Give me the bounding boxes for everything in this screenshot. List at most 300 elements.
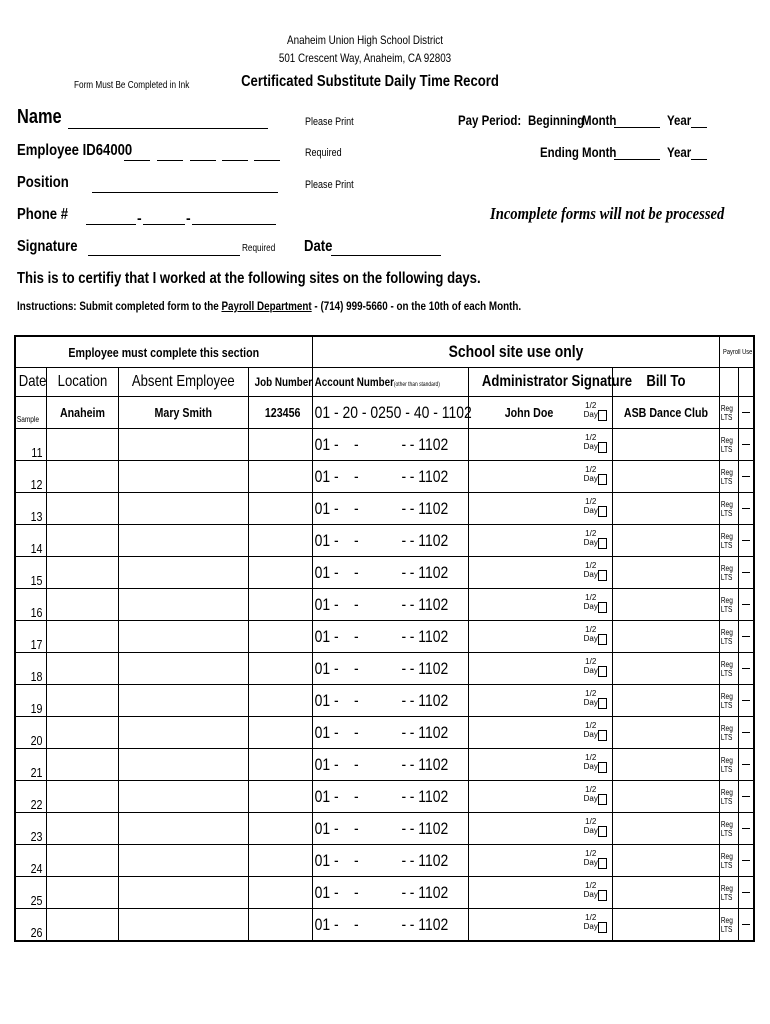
day-job-cell[interactable] <box>248 429 312 461</box>
day-location-cell[interactable] <box>47 621 119 653</box>
account-suffix: - 1102 <box>409 755 448 774</box>
account-prefix: 01 - <box>314 883 339 902</box>
reg-label: Reg <box>720 563 733 573</box>
day-admin-cell[interactable] <box>468 589 612 621</box>
day-admin-cell[interactable] <box>468 685 612 717</box>
day-row <box>15 781 754 813</box>
day-absent-cell[interactable] <box>119 621 249 653</box>
beginning-label: Beginning <box>528 112 585 128</box>
signature-hint: Required <box>242 243 276 254</box>
sample-half-day-checkbox[interactable] <box>598 410 607 421</box>
col-account-note: (other than standard) <box>393 382 440 388</box>
day-date-cell <box>15 621 47 653</box>
ending-label: Ending <box>540 144 579 160</box>
day-label: Day <box>583 602 598 611</box>
half-day-checkbox[interactable] <box>598 826 607 837</box>
lts-label: LTS <box>720 412 732 422</box>
account-prefix: 01 - <box>314 691 339 710</box>
day-reglts-cell <box>719 717 739 749</box>
day-absent-cell[interactable] <box>119 525 249 557</box>
half-day-checkbox[interactable] <box>598 538 607 549</box>
day-date-cell <box>15 557 47 589</box>
account-dash-2: - <box>401 531 406 550</box>
day-bill-cell[interactable] <box>612 493 719 525</box>
day-bill-cell[interactable] <box>612 845 719 877</box>
account-dash-1: - <box>353 851 359 870</box>
employee-id-field-1[interactable] <box>124 160 150 161</box>
day-absent-cell[interactable] <box>119 557 249 589</box>
day-reglts-cell <box>719 749 739 781</box>
day-job-cell[interactable] <box>248 589 312 621</box>
day-payroll-dash-cell <box>739 749 754 781</box>
day-label: Day <box>583 826 598 835</box>
reg-label: Reg <box>720 659 733 669</box>
half-label: 1/2 <box>585 433 597 442</box>
payroll-dash <box>742 508 750 509</box>
day-absent-cell[interactable] <box>119 909 249 942</box>
half-label: 1/2 <box>585 497 597 506</box>
day-account-cell[interactable] <box>312 653 468 685</box>
day-bill-cell[interactable] <box>612 717 719 749</box>
day-absent-cell[interactable] <box>119 653 249 685</box>
half-day-checkbox[interactable] <box>598 442 607 453</box>
date-label: Date <box>304 238 333 255</box>
day-account-cell[interactable] <box>312 749 468 781</box>
day-number: 16 <box>30 605 43 620</box>
day-reglts-cell <box>719 653 739 685</box>
account-suffix: - 1102 <box>409 435 448 454</box>
day-location-cell[interactable] <box>47 909 119 942</box>
day-payroll-dash-cell <box>739 493 754 525</box>
day-location-cell[interactable] <box>47 493 119 525</box>
day-account-cell[interactable] <box>312 589 468 621</box>
day-admin-cell[interactable] <box>468 557 612 589</box>
payroll-dash <box>742 668 750 669</box>
day-bill-cell[interactable] <box>612 429 719 461</box>
day-reglts-cell <box>719 685 739 717</box>
sample-bill: ASB Dance Club <box>623 405 708 420</box>
day-row <box>15 749 754 781</box>
day-row <box>15 845 754 877</box>
half-label: 1/2 <box>585 913 597 922</box>
day-admin-cell[interactable] <box>468 845 612 877</box>
day-label: Day <box>583 634 598 643</box>
day-account-cell[interactable] <box>312 557 468 589</box>
day-payroll-dash-cell <box>739 717 754 749</box>
account-suffix: - 1102 <box>409 467 448 486</box>
day-date-cell <box>15 525 47 557</box>
day-payroll-dash-cell <box>739 429 754 461</box>
account-dash-2: - <box>401 563 406 582</box>
day-account-cell[interactable] <box>312 781 468 813</box>
account-prefix: 01 - <box>314 467 339 486</box>
day-account-cell[interactable] <box>312 877 468 909</box>
reg-label: Reg <box>720 851 733 861</box>
sample-account: 01 - 20 - 0250 - 40 - 1102 <box>314 402 472 422</box>
payroll-dash <box>742 732 750 733</box>
day-location-cell[interactable] <box>47 557 119 589</box>
account-dash-2: - <box>401 883 406 902</box>
day-date-cell <box>15 429 47 461</box>
day-label: Day <box>583 538 598 547</box>
half-day-checkbox[interactable] <box>598 570 607 581</box>
day-bill-cell[interactable] <box>612 749 719 781</box>
day-label: Day <box>583 890 598 899</box>
day-bill-cell[interactable] <box>612 589 719 621</box>
school-section-label: School site use only <box>448 342 583 361</box>
day-location-cell[interactable] <box>47 429 119 461</box>
payroll-dash <box>742 540 750 541</box>
sample-location: Anaheim <box>60 405 106 420</box>
day-bill-cell[interactable] <box>612 813 719 845</box>
half-day-checkbox[interactable] <box>598 474 607 485</box>
day-payroll-dash-cell <box>739 781 754 813</box>
day-absent-cell[interactable] <box>119 493 249 525</box>
day-bill-cell[interactable] <box>612 525 719 557</box>
day-account-cell[interactable] <box>312 461 468 493</box>
sample-job: 123456 <box>264 405 301 420</box>
half-label: 1/2 <box>585 689 597 698</box>
day-admin-cell[interactable] <box>468 749 612 781</box>
col-admin-label: Administrator Signature <box>481 373 632 390</box>
account-prefix: 01 - <box>314 915 339 934</box>
school-section-header <box>312 336 719 368</box>
day-admin-cell[interactable] <box>468 493 612 525</box>
account-dash-2: - <box>401 691 406 710</box>
day-absent-cell[interactable] <box>119 749 249 781</box>
half-day-checkbox[interactable] <box>598 698 607 709</box>
day-absent-cell[interactable] <box>119 429 249 461</box>
day-job-cell[interactable] <box>248 781 312 813</box>
employee-id-field-5[interactable] <box>254 160 280 161</box>
day-bill-cell[interactable] <box>612 461 719 493</box>
lts-label: LTS <box>720 572 732 582</box>
district-address: 501 Crescent Way, Anaheim, CA 92803 <box>278 51 452 65</box>
day-reglts-cell <box>719 525 739 557</box>
reg-label: Reg <box>720 755 733 765</box>
day-label: Day <box>583 570 598 579</box>
account-prefix: 01 - <box>314 659 339 678</box>
day-absent-cell[interactable] <box>119 685 249 717</box>
day-label: Day <box>583 506 598 515</box>
day-date-cell <box>15 781 47 813</box>
day-row <box>15 557 754 589</box>
day-location-cell[interactable] <box>47 685 119 717</box>
account-dash-2: - <box>401 819 406 838</box>
day-date-cell <box>15 653 47 685</box>
day-job-cell[interactable] <box>248 493 312 525</box>
day-job-cell[interactable] <box>248 653 312 685</box>
account-prefix: 01 - <box>314 627 339 646</box>
day-bill-cell[interactable] <box>612 877 719 909</box>
day-account-cell[interactable] <box>312 813 468 845</box>
half-day-checkbox[interactable] <box>598 730 607 741</box>
day-label: Day <box>583 442 598 451</box>
day-number: 11 <box>31 445 43 460</box>
day-admin-cell[interactable] <box>468 813 612 845</box>
account-dash-1: - <box>353 467 359 486</box>
pay-period-label: Pay Period: <box>458 112 522 128</box>
sample-date-label: Sample <box>16 415 40 424</box>
day-payroll-dash-cell <box>739 589 754 621</box>
day-absent-cell[interactable] <box>119 781 249 813</box>
day-account-cell[interactable] <box>312 685 468 717</box>
day-location-cell[interactable] <box>47 845 119 877</box>
day-number: 18 <box>30 669 43 684</box>
day-admin-cell[interactable] <box>468 717 612 749</box>
day-account-cell[interactable] <box>312 429 468 461</box>
account-dash-1: - <box>353 883 359 902</box>
day-job-cell[interactable] <box>248 525 312 557</box>
day-job-cell[interactable] <box>248 461 312 493</box>
sample-absent-cell <box>119 397 249 429</box>
day-job-cell[interactable] <box>248 909 312 942</box>
account-prefix: 01 - <box>314 851 339 870</box>
half-day-checkbox[interactable] <box>598 602 607 613</box>
day-payroll-dash-cell <box>739 685 754 717</box>
day-absent-cell[interactable] <box>119 717 249 749</box>
day-bill-cell[interactable] <box>612 909 719 942</box>
half-label: 1/2 <box>585 753 597 762</box>
sample-reglts-cell <box>719 397 739 429</box>
day-job-cell[interactable] <box>248 717 312 749</box>
day-bill-cell[interactable] <box>612 685 719 717</box>
sample-job-cell <box>248 397 312 429</box>
account-dash-2: - <box>401 627 406 646</box>
day-number: 14 <box>30 541 43 556</box>
half-day-checkbox[interactable] <box>598 794 607 805</box>
account-suffix: - 1102 <box>409 595 448 614</box>
account-dash-1: - <box>353 819 359 838</box>
day-bill-cell[interactable] <box>612 653 719 685</box>
day-job-cell[interactable] <box>248 877 312 909</box>
half-day-checkbox[interactable] <box>598 666 607 677</box>
day-number: 26 <box>30 925 43 940</box>
instructions-suffix: - (714) 999-5660 - on the 10th of each Month. <box>311 299 522 313</box>
employee-id-field-4[interactable] <box>222 160 248 161</box>
day-job-cell[interactable] <box>248 557 312 589</box>
day-location-cell[interactable] <box>47 877 119 909</box>
payroll-dash <box>742 764 750 765</box>
account-dash-2: - <box>401 851 406 870</box>
account-dash-1: - <box>353 659 359 678</box>
day-rows <box>15 429 754 942</box>
account-dash-1: - <box>353 627 359 646</box>
day-job-cell[interactable] <box>248 621 312 653</box>
day-location-cell[interactable] <box>47 781 119 813</box>
day-payroll-dash-cell <box>739 909 754 942</box>
payroll-department-link[interactable]: Payroll Department <box>221 299 312 313</box>
date-field[interactable] <box>331 255 441 256</box>
day-date-cell <box>15 909 47 942</box>
phone-area-field[interactable] <box>86 224 136 225</box>
sample-payroll-dash-cell <box>739 397 754 429</box>
day-absent-cell[interactable] <box>119 589 249 621</box>
reg-label: Reg <box>720 467 733 477</box>
lts-label: LTS <box>720 476 732 486</box>
day-label: Day <box>583 858 598 867</box>
day-row <box>15 717 754 749</box>
employee-id-hint: Required <box>305 147 342 159</box>
account-dash-2: - <box>401 435 406 454</box>
account-suffix: - 1102 <box>409 915 448 934</box>
day-bill-cell[interactable] <box>612 621 719 653</box>
account-dash-1: - <box>353 915 359 934</box>
day-reglts-cell <box>719 493 739 525</box>
lts-label: LTS <box>720 892 732 902</box>
lts-label: LTS <box>720 700 732 710</box>
instructions <box>17 299 521 313</box>
account-dash-2: - <box>401 915 406 934</box>
day-account-cell[interactable] <box>312 717 468 749</box>
day-admin-cell[interactable] <box>468 877 612 909</box>
lts-label: LTS <box>720 764 732 774</box>
day-reglts-cell <box>719 621 739 653</box>
half-label: 1/2 <box>585 721 597 730</box>
account-dash-1: - <box>353 531 359 550</box>
half-day-checkbox[interactable] <box>598 922 607 933</box>
col-payroll-b-header <box>739 368 754 397</box>
reg-label: Reg <box>720 627 733 637</box>
day-job-cell[interactable] <box>248 813 312 845</box>
day-number: 12 <box>30 477 43 492</box>
day-reglts-cell <box>719 781 739 813</box>
day-number: 22 <box>30 797 43 812</box>
day-label: Day <box>583 794 598 803</box>
half-label: 1/2 <box>585 785 597 794</box>
day-absent-cell[interactable] <box>119 877 249 909</box>
half-day-checkbox[interactable] <box>598 506 607 517</box>
day-job-cell[interactable] <box>248 845 312 877</box>
day-job-cell[interactable] <box>248 749 312 781</box>
half-label: 1/2 <box>585 625 597 634</box>
phone-prefix-field[interactable] <box>143 224 185 225</box>
half-day-checkbox[interactable] <box>598 762 607 773</box>
day-number: 21 <box>30 765 43 780</box>
account-suffix: - 1102 <box>409 851 448 870</box>
day-payroll-dash-cell <box>739 653 754 685</box>
day-admin-cell[interactable] <box>468 461 612 493</box>
beginning-month-field[interactable] <box>614 127 660 128</box>
payroll-dash <box>742 572 750 573</box>
phone-dash-2: - <box>186 210 191 226</box>
day-location-cell[interactable] <box>47 589 119 621</box>
day-admin-cell[interactable] <box>468 909 612 942</box>
account-dash-1: - <box>353 755 359 774</box>
ending-year-field[interactable] <box>691 159 707 160</box>
reg-label: Reg <box>720 691 733 701</box>
day-location-cell[interactable] <box>47 813 119 845</box>
name-field[interactable] <box>68 128 268 129</box>
day-location-cell[interactable] <box>47 461 119 493</box>
account-prefix: 01 - <box>314 787 339 806</box>
signature-field[interactable] <box>88 255 240 256</box>
account-suffix: - 1102 <box>409 499 448 518</box>
day-location-cell[interactable] <box>47 717 119 749</box>
half-day-checkbox[interactable] <box>598 858 607 869</box>
account-prefix: 01 - <box>314 723 339 742</box>
day-location-cell[interactable] <box>47 653 119 685</box>
reg-label: Reg <box>720 403 733 413</box>
payroll-dash <box>742 604 750 605</box>
day-number: 17 <box>30 637 43 652</box>
position-field[interactable] <box>92 192 278 193</box>
beginning-year-field[interactable] <box>691 127 707 128</box>
day-payroll-dash-cell <box>739 621 754 653</box>
day-job-cell[interactable] <box>248 685 312 717</box>
day-row <box>15 685 754 717</box>
account-dash-1: - <box>353 691 359 710</box>
half-label: 1/2 <box>585 593 597 602</box>
beginning-month-label: Month <box>582 112 617 128</box>
reg-label: Reg <box>720 787 733 797</box>
lts-label: LTS <box>720 796 732 806</box>
sample-bill-cell <box>612 397 719 429</box>
employee-id-field-3[interactable] <box>190 160 216 161</box>
day-location-cell[interactable] <box>47 749 119 781</box>
day-admin-cell[interactable] <box>468 429 612 461</box>
ending-month-field[interactable] <box>614 159 660 160</box>
day-account-cell[interactable] <box>312 621 468 653</box>
form-title: Certificated Substitute Daily Time Record <box>241 73 499 90</box>
col-payroll-a-header <box>719 368 739 397</box>
employee-id-field-2[interactable] <box>157 160 183 161</box>
day-bill-cell[interactable] <box>612 781 719 813</box>
account-suffix: - 1102 <box>409 691 448 710</box>
day-label: Day <box>583 698 598 707</box>
day-account-cell[interactable] <box>312 525 468 557</box>
lts-label: LTS <box>720 540 732 550</box>
day-location-cell[interactable] <box>47 525 119 557</box>
lts-label: LTS <box>720 732 732 742</box>
day-account-cell[interactable] <box>312 909 468 942</box>
day-account-cell[interactable] <box>312 493 468 525</box>
col-job-header <box>248 368 312 397</box>
day-admin-cell[interactable] <box>468 781 612 813</box>
sample-date-cell <box>15 397 47 429</box>
reg-label: Reg <box>720 723 733 733</box>
reg-label: Reg <box>720 883 733 893</box>
day-date-cell <box>15 877 47 909</box>
day-absent-cell[interactable] <box>119 845 249 877</box>
day-reglts-cell <box>719 909 739 942</box>
day-admin-cell[interactable] <box>468 621 612 653</box>
day-admin-cell[interactable] <box>468 525 612 557</box>
day-date-cell <box>15 749 47 781</box>
sample-admin-cell <box>468 397 612 429</box>
col-location-header <box>47 368 119 397</box>
account-suffix: - 1102 <box>409 787 448 806</box>
day-row <box>15 493 754 525</box>
day-account-cell[interactable] <box>312 845 468 877</box>
day-bill-cell[interactable] <box>612 557 719 589</box>
phone-line-field[interactable] <box>192 224 276 225</box>
half-day-checkbox[interactable] <box>598 890 607 901</box>
account-dash-1: - <box>353 499 359 518</box>
employee-section-label: Employee must complete this section <box>68 344 260 360</box>
half-label: 1/2 <box>585 657 597 666</box>
half-day-checkbox[interactable] <box>598 634 607 645</box>
day-number: 13 <box>30 509 43 524</box>
day-admin-cell[interactable] <box>468 653 612 685</box>
lts-label: LTS <box>720 828 732 838</box>
day-absent-cell[interactable] <box>119 461 249 493</box>
day-absent-cell[interactable] <box>119 813 249 845</box>
day-reglts-cell <box>719 845 739 877</box>
ending-month-label: Month <box>582 144 617 160</box>
sample-location-cell <box>47 397 119 429</box>
col-bill-header <box>612 368 719 397</box>
